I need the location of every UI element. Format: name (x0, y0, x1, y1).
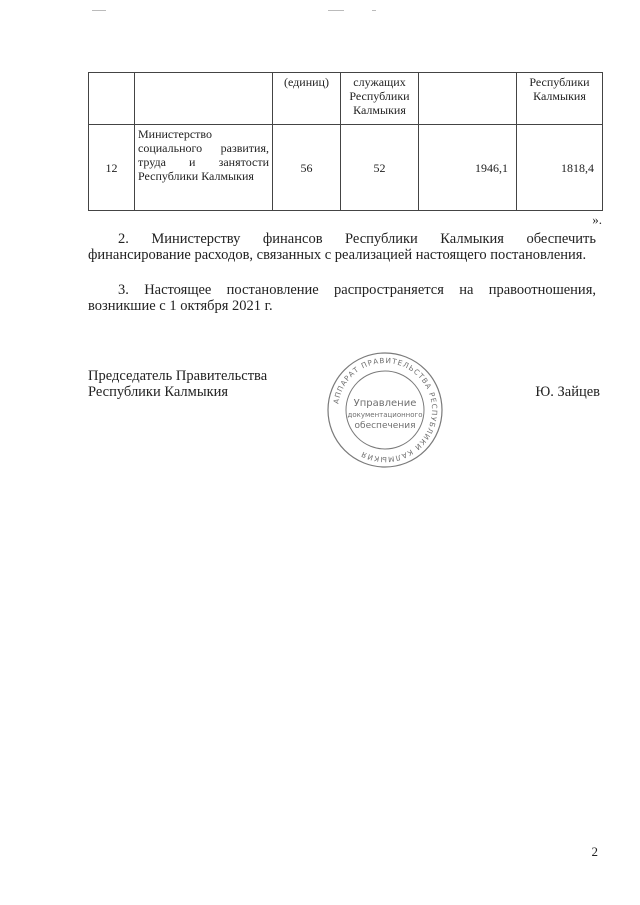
header-cell-empty-1 (89, 73, 135, 125)
paragraph-2 (88, 231, 596, 263)
header-cell-republic: Республики Калмыкия (517, 73, 603, 125)
signatory-title-line-2: Республики Калмыкия (88, 384, 229, 400)
signatory-title (88, 368, 267, 400)
page-number: 2 (591, 844, 598, 859)
table-header-row (89, 73, 603, 125)
header-cell-employees: служащих Республики Калмыкия (341, 73, 419, 125)
official-seal-stamp (325, 350, 445, 470)
header-cell-empty-2 (135, 73, 273, 125)
signatory-name: Ю. Зайцев (535, 384, 600, 400)
paragraph-3-text: 3. Настоящее постановление распространяется на правоотношения, возникшие с 1 октября 2021 г. (88, 282, 596, 314)
row-amount-1: 1946,1 (419, 125, 517, 211)
header-cell-units: (единиц) (273, 73, 341, 125)
seal-center-line-3: обеспечения (354, 421, 416, 431)
row-amount-2: 1818,4 (517, 125, 603, 211)
table-closing-quote: ». (592, 212, 602, 227)
row-units: 56 (273, 125, 341, 211)
signatory-title-line-1: Председатель Правительства (88, 368, 268, 384)
table-row (89, 125, 603, 211)
scan-specks (0, 10, 640, 22)
row-number: 12 (89, 125, 135, 211)
allocation-table (88, 72, 603, 211)
seal-outer-ring (328, 353, 442, 467)
row-employees: 52 (341, 125, 419, 211)
header-cell-empty-5 (419, 73, 517, 125)
seal-ring-text: АППАРАТ ПРАВИТЕЛЬСТВА РЕСПУБЛИКИ КАЛМЫКИЯ (331, 355, 440, 465)
paragraph-3 (88, 282, 596, 314)
row-organization: Министерство социального развития, труда и занятости Республики Калмыкия (135, 125, 273, 211)
seal-center-line-2: документационного (347, 411, 423, 419)
seal-center-line-1: Управление (353, 398, 417, 409)
paragraph-2-text: 2. Министерству финансов Республики Калмыкия обеспечить финансирование расходов, связанных с реализацией настоящего постановления. (88, 231, 596, 263)
seal-inner-ring (346, 371, 424, 449)
